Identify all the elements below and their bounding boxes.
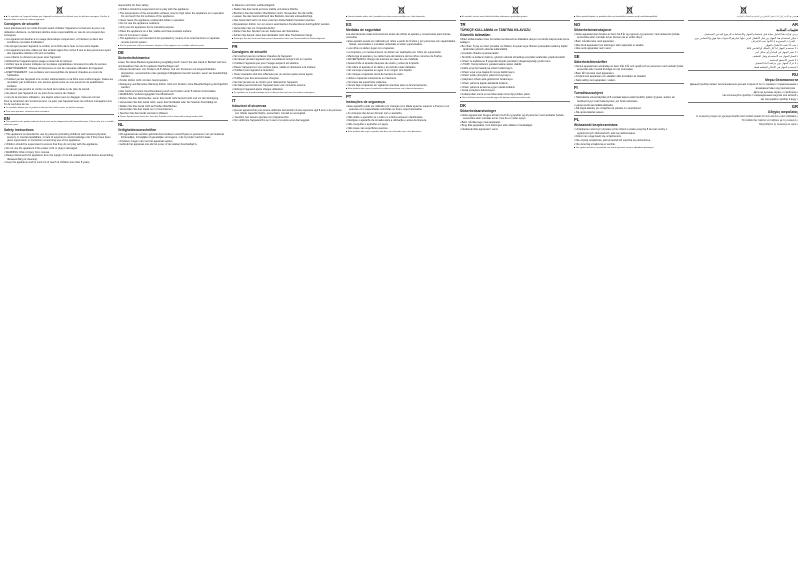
language-code: DE — [118, 50, 124, 56]
section-divider — [688, 70, 798, 71]
bullet-item: • Ne laissez pas pendre le cordon au bord de la table ou du plan de travail. — [4, 88, 90, 92]
bullet-item: • Berühren Sie die heißen Oberflächen nicht. Verwenden Sie die Griffe. — [232, 11, 314, 15]
bullet-item: • Ikke bruk apparatet hvis ledningen eller støpselet er skadet. — [574, 43, 645, 47]
bullet-item: • Das Gerät darf nicht mit einer externen Zeitschaltuhr betrieben werden. — [232, 19, 316, 23]
bullet-item: • Always disconnect the appliance from the supply if it is left unattended and before assembling, disassembling or cleaning. — [4, 154, 114, 161]
section-divider — [346, 92, 456, 93]
text-column-4 — [346, 4, 456, 568]
paragraph: Pour la protection de l'environnement, ne jetez pas l'appareil avec les ordures ménagères à la fin de sa durée de vie. — [4, 99, 112, 106]
bullet-item: • Nunca deje el aparato sin vigilancia mientras esté en funcionamiento. — [346, 84, 428, 88]
language-code: PL — [574, 117, 580, 123]
section-title: Sicherheitshinweise — [118, 56, 150, 61]
bullet-item: • Børn må ikke lege med apparatet. — [460, 120, 501, 124]
section-title: Instruções de segurança — [346, 99, 385, 104]
section-divider — [574, 52, 684, 53]
crossed-bin-icon — [398, 6, 405, 14]
bullet-item: • Tätä laitetta voivat käyttää yli 8-vuotiaat lapset sekä henkilöt, joiden fyysiset, aistien tai henkiset kyvyt ovat heikentyneet, jos heitä valvotaan. — [574, 96, 675, 103]
section-title: Güvenlik talimatları — [460, 32, 491, 37]
bullet-item: • Дети не должны играть с прибором. — [753, 90, 798, 94]
bullet-item: • Children should be supervised not to play with the appliance. — [118, 7, 190, 11]
bullet-item: • WARNUNG: Verletzungsgefahr bei Missbrauch. — [118, 93, 175, 97]
crossed-bin-icon — [740, 6, 747, 14]
bullet-item: • N'utilisez jamais l'appareil si le cordon d'alimentation ou la fiche sont endommagés. Faites-les remplacer par le fabricant, son service après-vente ou une personne de qualification similaire. — [4, 77, 114, 88]
section-title: تعليمات السلامة — [776, 27, 798, 32]
section-divider — [118, 48, 228, 49]
section-divider — [574, 83, 684, 84]
bullet-item: • يجب ألا يلعب الأطفال بالجهاز. — [764, 43, 798, 47]
section-divider — [118, 120, 228, 121]
bullet-item: • Verwenden Sie das Gerät nicht, wenn das Netzkabel oder der Stecker beschädigt ist. — [118, 100, 218, 104]
symbol-note: ■ Bu sembol, ürünün evsel atıklarla birlikte atılmaması gerektiğini gösterir. — [460, 16, 528, 18]
bullet-item: • Este aparato puede ser utilizado por niños a partir de 8 años y por personas con capacidades físicas, sensoriales o mentales reducidas si están supervisados. — [346, 39, 456, 47]
symbol-figure — [346, 6, 456, 14]
language-code: AR — [791, 21, 798, 27]
bullet-item: • Never leave the appliance unattended while in operation. — [118, 18, 185, 22]
bullet-item: • Cihazı sıcak yüzeylerin yakınına koymayın. — [460, 74, 512, 78]
bullet-item: • Vérifiez que la tension indiquée sur la plaque signalétique correspond à celle du secteur. — [4, 63, 108, 67]
symbol-note: ■ Dette symbol betyder, at produktet ikke må bortskaffes sammen med husholdningsaffald. — [574, 16, 658, 18]
bullet-item: • Tauchen Sie das Gerät niemals in Wasser. — [118, 112, 169, 116]
symbol-note: ■ Ürünü kullanım ömrünün sonunda uygun bir toplama noktasına teslim edin. — [460, 96, 531, 99]
bullet-item: • Keep the appliance and its cord out of reach of children less than 8 years. — [4, 161, 91, 165]
bullet-item: • Ne laissez jamais l'appareil sans surveillance lorsqu'il est en marche. — [232, 58, 313, 62]
section-title: Istruzioni di sicurezza — [232, 103, 267, 108]
bullet-item: • Dit apparaat kan worden gebruikt door kinderen vanaf 8 jaar en personen met verminderde lichamelijke, zintuiglijke of geestelijke vermogens, mits zij onder toezicht staan. — [118, 132, 225, 139]
bullet-item: • Débranchez l'appareil après usage et avant de le nettoyer. — [4, 59, 73, 63]
symbol-figure — [460, 6, 570, 14]
bullet-item: • Kinder dürfen nicht mit dem Gerät spielen. — [118, 78, 169, 82]
crossed-bin-icon — [56, 6, 63, 14]
paragraph: in Räumen mit hoher Luftfeuchtigkeit. — [232, 4, 275, 7]
bullet-item: • Nettoyez l'appareil après chaque utilisation. — [232, 88, 284, 92]
language-code: PT — [346, 93, 352, 99]
section-divider — [688, 102, 798, 103]
bullet-item: • As crianças não devem brincar com o aparelho. — [346, 111, 403, 115]
bullet-item: • Sıcak yüzeylere dokunmayın. — [460, 89, 496, 93]
section-divider — [232, 42, 342, 43]
bullet-item: • Ne touchez pas les surfaces chaudes de l'appareil. — [232, 54, 293, 58]
bullet-item: • AVERTISSEMENT : Risque de blessures en cas de mauvaise utilisation de l'appareil. — [4, 67, 104, 71]
bullet-item: • Do not use the appliance if the power cord or plug is damaged. — [4, 146, 78, 150]
paragraph: responsible for their safety. — [118, 4, 149, 7]
section-title: Οδηγίες ασφαλείας — [767, 110, 798, 115]
symbol-figure — [4, 6, 114, 14]
symbol-note: ■ Ten symbol oznacza, że produktu nie wolno wyrzucać razem z odpadami domowymi. — [574, 146, 654, 149]
bullet-item: • Ne plongez jamais l'appareil, le cordon ou la fiche dans l'eau ou tout autre liquide. — [4, 45, 100, 49]
symbol-note: ■ Pour toute question, contactez votre revendeur. — [4, 110, 50, 113]
bullet-item: • Τα παιδιά δεν πρέπει να παίζουν με τη συσκευή. — [741, 119, 798, 123]
symbol-note: ■ Questo simbolo indica che il prodotto non deve essere smaltito con i rifiuti domestici. — [346, 16, 426, 18]
bullet-item: • يمكن استخدام هذا الجهاز من قبل الأطفال الذين تبلغ أعمارهم 8 سنوات فما فوق والأشخاص ذوي القدرات المحدودة إذا كانوا تحت الإشراف. — [694, 36, 798, 43]
symbol-note: ■ يشير هذا الرمز إلى أنه لا ينبغي التخلص من المنتج مع النفايات المنزلية. — [736, 16, 798, 18]
section-divider — [460, 101, 570, 102]
bullet-item: • Brug ikke apparatet, hvis ledningen eller stikket er beskadiget. — [460, 124, 533, 128]
language-code: GR — [791, 104, 798, 110]
bullet-item: • Cihazı yalnızca kapalı alanlarda kullanın. — [460, 81, 509, 85]
bullet-item: • Les enfants ne doivent pas jouer avec l'appareil. — [4, 55, 62, 59]
bullet-item: • No toque las superficies calientes. — [346, 80, 387, 84]
bullet-item: • Não utilize o aparelho se o cabo ou a ficha estiverem danificados. — [346, 115, 424, 119]
section-title: TÜRKÇE KULLANMA ve TANITMA KILAVUZU — [460, 27, 531, 32]
bullet-item: • Não mergulhe o aparelho em água. — [346, 123, 389, 127]
section-title: Consignes de sécurité — [4, 22, 40, 27]
bullet-item: • استخدم الجهاز في الأماكن المغلقة فقط. — [753, 66, 798, 70]
bullet-item: • Kablo veya fiş hasarlıysa cihazı kullanmayın. — [460, 67, 514, 70]
bullet-item: • Place the appliance on a flat, stable and heat-resistant surface. — [118, 29, 193, 33]
bullet-item: • ADVERTENCIA: Riesgo de lesiones en caso de uso indebido. — [346, 58, 419, 62]
bullet-item: • Reparaturen dürfen nur von einem autorisierten Kundendienst durchgeführt werden. — [232, 22, 331, 26]
bullet-item: • Do not use the appliance outdoors. — [118, 22, 160, 26]
bullet-item: • Çocuklar cihazla oynamamalıdır. — [460, 52, 500, 56]
section-divider — [346, 20, 456, 21]
text-column-7 — [688, 4, 798, 568]
bullet-item: • Nedsænk ikke apparatet i vand. — [460, 128, 499, 132]
text-column-2 — [118, 4, 228, 568]
section-title: Medidas de seguridad — [346, 27, 381, 32]
bullet-item: • Sänk aldrig ned apparaten i vatten. — [574, 79, 616, 83]
language-code: FR — [232, 43, 238, 49]
text-column-3 — [232, 4, 342, 568]
crossed-bin-icon — [626, 6, 633, 14]
bullet-item: • Cet appareil est destiné à un usage domestique uniquement, à l'intérieur et dans des conditions normales d'utilisation. — [4, 38, 104, 45]
bullet-item: • لا تلمس الأسطح الساخنة. — [769, 58, 798, 62]
bullet-item: • Dzieci nie mogą bawić się urządzeniem. — [574, 135, 622, 139]
bullet-item: • UYARI: Yanlış kullanım yaralanmalara neden olabilir. — [460, 63, 523, 67]
paragraph: Lea atentamente estas instrucciones antes de utilizar el aparato y consérvelas para futuras consultas. — [346, 32, 451, 40]
bullet-item: • Desenchufe el aparato después de usarlo y antes de limpiarlo. — [346, 62, 420, 65]
bullet-item: • Ikke senk apparatet ned i vann. — [574, 47, 612, 51]
bullet-item: • Lapset eivät saa leikkiä laitteella. — [574, 103, 614, 107]
bullet-item: • Данный прибор может использоваться детьми старше 8 лет и лицами с ограниченными возможностями под присмотром. — [690, 83, 798, 90]
bullet-item: • Cihazı suya veya başka bir sıvıya daldırmayın. — [460, 70, 516, 74]
paragraph: Lesen Sie diese Bedienungsanleitung sorgfältig durch, bevor Sie das Gerät in Betrieb nehmen, und bewahren Sie sie für späteres Nachschlagen auf. — [118, 61, 227, 68]
bullet-item: • Das Gerät und seine Anschlussleitung sind von Kindern unter 8 Jahren fernzuhalten. — [118, 89, 217, 93]
language-code: FI — [574, 85, 578, 91]
symbol-note: ■ Ce symbole indique que ce produit ne doit pas être traité comme un déchet ménager. — [4, 106, 85, 109]
language-code: RU — [791, 72, 798, 78]
section-divider — [574, 20, 684, 21]
bullet-item: • لا تستخدم الجهاز إذا كان السلك أو القابس تالفًا. — [746, 47, 798, 51]
text-column-1 — [4, 4, 114, 568]
bullet-item: • Ziehen Sie den Stecker nie am Kabel aus der Steckdose. — [232, 30, 300, 34]
paragraph: Lisez attentivement ce mode d'emploi avant d'utiliser l'appareil et conservez-le pour une utilisation ultérieure. Le fabricant décline toute responsabilité en cas de non-respect des consignes. — [4, 27, 105, 38]
section-title: Sikkerhetsinstruksjoner — [574, 27, 612, 32]
symbol-figure — [688, 6, 798, 14]
symbol-note: ■ This symbol on the product indicates that it must not be disposed of with household waste. Please take it to a suitable collection point. — [4, 121, 114, 126]
bullet-item: • N'utilisez que des accessoires d'origine. — [232, 76, 280, 80]
bullet-item: • Desligue o aparelho da tomada após a utilização e antes da limpeza. — [346, 119, 427, 123]
language-code: ES — [346, 21, 352, 27]
bullet-item: • Не погружайте прибор в воду. — [760, 98, 798, 102]
section-divider — [574, 115, 684, 116]
bullet-item: • Achten Sie darauf, dass das Netzkabel nicht über Tischkanten hängt. — [232, 34, 313, 38]
bullet-item: • Ne placez pas l'appareil sur ou près d'une source de chaleur. — [4, 92, 76, 96]
bullet-item: • Mantenga el aparato y su cable fuera del alcance de los niños menores de 8 años. — [346, 54, 443, 58]
crossed-bin-icon — [512, 6, 519, 14]
bullet-item: • Lassen Sie das Gerät während des Betriebs niemals unbeaufsichtigt. — [232, 15, 313, 19]
section-divider — [232, 96, 342, 97]
text-column-6 — [574, 4, 684, 568]
bullet-item: • Dette apparat kan bruges af børn fra 8 år og opefter og af personer med nedsatte fysiske, sensoriske eller mentale evner, hvis de er under opsyn. — [460, 113, 565, 120]
bullet-item: • No utilice el aparato si el cable o el enchufe están dañados. — [346, 65, 417, 69]
bullet-item: • Kinderen mogen niet met het apparaat spelen. — [118, 139, 173, 143]
bullet-item: • Reinigung und Benutzer-Wartung dürfen nicht von Kindern ohne Beaufsichtigung durchgeführt werden. — [118, 82, 228, 89]
bullet-item: • Verwenden Sie das Gerät nur in Innenräumen. — [118, 108, 174, 112]
bullet-item: • Älä käytä laitetta, jos virtajohto tai pistoke on vaurioitunut. — [574, 107, 642, 111]
bullet-item: • The temperature of the accessible surfaces may be high when the appliance is in operation. Do not touch the hot surfaces of the appliance. — [118, 11, 225, 19]
section-title: Consignes de sécurité — [232, 49, 268, 54]
bullet-item: • Stellen Sie das Gerät nicht auf heiße Oberflächen. — [118, 104, 178, 108]
bullet-item: • This appliance is intended for use by persons (including children) with reduced physical, sensory or mental capabilities, or lack of experience and knowledge only if they have been given supervision or instruction concerning use of the appliance. — [4, 132, 111, 143]
bullet-item: • Toute réparation doit être effectuée par un service après-vente agréé. — [232, 73, 314, 77]
symbol-note: ■ Ce symbole sur le produit indique qu'il ne doit pas être jeté avec les ordures ménagères. — [232, 91, 316, 94]
bullet-item: • Η συσκευή μπορεί να χρησιμοποιηθεί από παιδιά ηλικίας 8 ετών και άνω υπό επίβλεψη. — [695, 115, 798, 119]
bullet-item: • Non utilizzare l'apparecchio se il cavo o la spina sono danneggiati. — [232, 119, 310, 123]
section-title: Wskazówki bezpieczeństwa — [574, 123, 618, 128]
bullet-item: • WARNING: Risk of injury from misuse. — [4, 150, 50, 154]
section-title: Veiligheidsvoorschriften — [118, 127, 157, 132]
bullet-item: • Lors de la première utilisation, une légère odeur peut se dégager. Cela est normal. — [4, 95, 101, 99]
bullet-item: • Använd inte apparaten om sladden eller kontakten är skadad. — [574, 75, 647, 79]
section-divider — [460, 20, 570, 21]
section-title: Safety Instructions — [4, 127, 34, 132]
symbol-note: ■ Entsorgen Sie das Gerät am Ende seiner Lebensdauer über eine Sammelstelle für Elektroaltgeräte. — [232, 37, 326, 40]
bullet-item: • Dette apparatet kan brukes av barn fra 8 år og oppover og personer med reduserte fysiske, sensoriske eller mentale evner dersom de er under tilsyn. — [574, 32, 681, 40]
bullet-item: • لا تترك الجهاز دون مراقبة أثناء التشغيل. — [754, 62, 798, 66]
bullet-item: • Denna apparat kan användas av barn från 8 år och uppåt och av personer med nedsatt fysisk, sensorisk eller mental förmåga om de övervakas. — [574, 64, 684, 71]
section-title: Меры безопасности — [765, 78, 798, 83]
paragraph: يرجى قراءة هذا الدليل بعناية قبل استخدام الجهاز والاحتفاظ به للرجوع إليه في المستقبل. — [703, 32, 798, 36]
language-code: SE — [574, 53, 580, 59]
symbol-figure — [574, 6, 684, 14]
bullet-item: • La limpieza y el mantenimiento no deben ser realizados por niños sin supervisión. — [346, 50, 442, 54]
symbol-note: ■ Dieses Symbol weist darauf hin, dass das Produkt nicht im Hausmüll entsorgt werden darf. — [118, 115, 204, 118]
language-code: IT — [232, 97, 236, 103]
bullet-item: • Cihazı yalnızca amacına uygun olarak kullanın. — [460, 85, 516, 89]
bullet-item: • Cet appareil peut être utilisé par des enfants âgés d'au moins 8 ans et des personnes ayant des capacités réduites s'ils sont surveillés. — [4, 48, 111, 56]
language-code: TR — [460, 21, 466, 27]
bullet-item: • No coloque el aparato cerca de fuentes de calor. — [346, 73, 404, 77]
bullet-item: • No sumerja el aparato en agua ni en ningún otro líquido. — [346, 69, 413, 73]
bullet-item: • Ne tirez jamais sur le cordon pour débrancher l'appareil. — [232, 80, 298, 84]
paragraph: Cihazı kullanmadan önce bu kullanma kılavuzunu dikkatlice okuyun ve ileride başvurmak üzere saklayın. — [460, 37, 570, 45]
section-title: Säkerhetsföreskrifter — [574, 59, 608, 64]
bullet-item: • افصل الجهاز بعد الاستخدام وقبل التنظيف. — [751, 54, 798, 58]
bullet-item: • Çalışırken cihazı asla gözetimsiz bırakmayın. — [460, 78, 514, 82]
bullet-item: • Älä upota laitetta veteen. — [574, 111, 605, 115]
bullet-item: • Verwenden Sie nur Originalzubehör. — [232, 26, 276, 30]
bullet-item: • Ziehen Sie den Netzstecker, wenn das Gerät nicht benutzt wird und vor der Reinigung. — [118, 97, 219, 101]
bullet-item: • Cihazı ve kablosunu 8 yaşından küçük çocukların ulaşamayacağı yerde tutun. — [460, 59, 552, 63]
bullet-item: • Este aparelho pode ser utilizado por crianças com idade igual ou superior a 8 anos e por pessoas com capacidades reduzidas se forem supervisionadas. — [346, 104, 450, 112]
bullet-item: • AVERTISSEMENT : Les surfaces sont susceptibles de devenir chaudes au cours de l'utilisation. — [4, 70, 103, 78]
bullet-item: • N'utilisez pas l'appareil à l'extérieur. — [232, 69, 275, 73]
language-code: NL — [118, 121, 124, 127]
bullet-item: • Ne faites pas fonctionner l'appareil avec une minuterie externe. — [232, 84, 307, 88]
bullet-item: • The appliance is not intended to be operated by means of an external timer or separate remote-control system. — [118, 37, 220, 44]
bullet-item: • Não toque nas superfícies quentes. — [346, 126, 389, 130]
language-code: DK — [460, 102, 467, 108]
bullet-item: • Barn må ikke leke med apparatet. — [574, 39, 615, 43]
bullet-item: • Gebruik het apparaat niet als het snoer of de stekker beschadigd is. — [118, 143, 198, 147]
bullet-item: • Не используйте прибор с поврежденным шнуром или вилкой. — [721, 94, 798, 98]
bullet-item: • Nie używaj urządzenia, jeśli przewód lub wtyczka są uszkodzone. — [574, 139, 651, 143]
symbol-note: ■ For the protection of the environment, dispose of the appliance at a suitable collection point. — [118, 44, 205, 47]
section-title: Turvallisuusohjeet — [574, 91, 603, 96]
bullet-item: • Stellen Sie das Gerät auf eine stabile und ebene Fläche. — [232, 7, 299, 11]
bullet-item: • Los niños no deben jugar con el aparato. — [346, 47, 395, 51]
bullet-item: • Placez l'appareil sur une surface plane, stable et résistante à la chaleur. — [232, 65, 317, 69]
bullet-item: • I bambini non devono giocare con l'apparecchio. — [232, 115, 290, 119]
bullet-item: • Nie zanurzaj urządzenia w wodzie. — [574, 142, 616, 146]
bullet-item: • Barn får inte leka med apparaten. — [574, 71, 615, 75]
bullet-item: • Kullanımdan sonra ve temizlemeden önce fişi prizden çekin. — [460, 93, 531, 97]
bullet-item: • Dieses Gerät kann von Kindern ab 8 Jahren und von Personen mit eingeschränkten physischen, sensorischen oder geistigen Fähigkeiten benutzt werden, wenn sie beaufsichtigt werden. — [118, 68, 228, 79]
bullet-item: • N'utilisez l'appareil que pour l'usage auquel il est destiné. — [232, 61, 300, 65]
text-column-5 — [460, 4, 570, 568]
bullet-item: • لا تغمر الجهاز في الماء أو أي سائل آخر. — [754, 51, 798, 55]
bullet-item: • Do not immerse in water. — [118, 33, 149, 37]
bullet-item: • Μη βυθίζετε τη συσκευή σε νερό. — [758, 122, 798, 126]
section-title: Sikkerhedsanvisninger — [460, 108, 497, 113]
symbol-note: ■ ■ Ce symbole sur l'appareil indique que l'appareil ne doit pas être éliminé avec les déchets ménagers. Veuillez le déposer dans un point de collecte approprié. — [4, 16, 110, 21]
bullet-item: • Urządzenie może być używane przez dzieci w wieku powyżej 8 lat oraz osoby o ograniczonych zdolnościach, jeśli są nadzorowane. — [574, 128, 668, 135]
bullet-item: • Bu cihaz, 8 yaş ve üzeri çocuklar ve fiziksel, duyusal veya zihinsel yetenekleri azalmış kişiler tarafından gözetim altında kullanılabilir. — [460, 44, 568, 52]
language-code: NO — [574, 21, 581, 27]
bullet-item: • Utilice el aparato únicamente en interiores. — [346, 76, 397, 80]
language-code: EN — [4, 116, 10, 122]
section-divider — [688, 20, 798, 21]
bullet-item: • Only use the appliance for its intended purpose. — [118, 26, 175, 30]
bullet-item: • Questo apparecchio può essere utilizzato da bambini di età superiore agli 8 anni e da persone con ridotte capacità fisiche, sensoriali o mentali se sorvegliati. — [232, 108, 342, 115]
symbol-note: ■ Este símbolo indica que el producto no debe desecharse con la basura doméstica. — [346, 88, 424, 91]
bullet-item: • Temizlik ve kullanıcı bakımı, gözetim altında olmadıkça çocuklar tarafından yapılmamalıdır. — [460, 55, 566, 59]
symbol-note: ■ Este símbolo indica que o produto não deve ser eliminado com o lixo doméstico. — [346, 130, 422, 133]
bullet-item: • Children should be supervised to ensure that they do not play with the appliance. — [4, 143, 99, 147]
section-divider — [4, 114, 114, 115]
